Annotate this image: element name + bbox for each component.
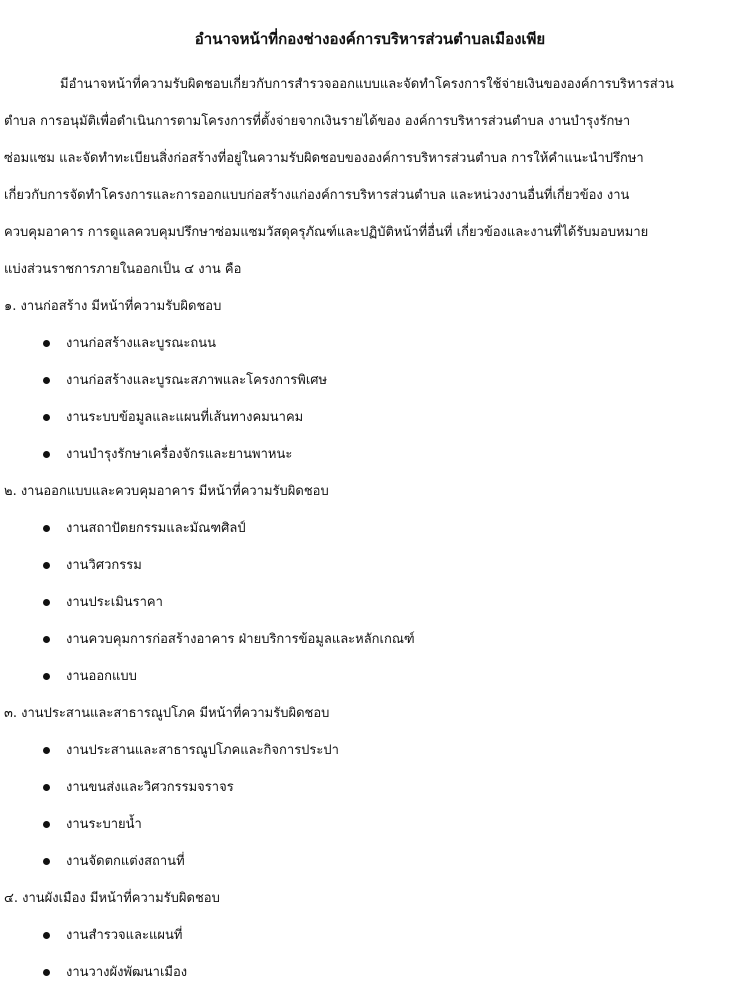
section-heading: ๑. งานก่อสร้าง มีหน้าที่ความรับผิดชอบ xyxy=(4,299,222,314)
list-item xyxy=(4,769,734,806)
list-item xyxy=(4,399,734,436)
list-item-text: งานก่อสร้างและบูรณะสภาพและโครงการพิเศษ xyxy=(66,373,328,388)
list-item xyxy=(4,732,734,769)
bullet-icon xyxy=(43,821,50,828)
intro-paragraph xyxy=(4,66,734,288)
list-item-text: งานออกแบบ xyxy=(66,669,137,684)
list-item-text: งานบำรุงรักษาเครื่องจักรและยานพาหนะ xyxy=(66,447,293,462)
list-item xyxy=(4,621,734,658)
list-item-text: งานประสานและสาธารณูปโภคและกิจการประปา xyxy=(66,743,339,758)
section-utilities xyxy=(4,695,734,880)
bullet-icon xyxy=(43,858,50,865)
list-item xyxy=(4,584,734,621)
list-item xyxy=(4,547,734,584)
intro-line: ซ่อมแซม และจัดทำทะเบียนสิ่งก่อสร้างที่อยู่ในความรับผิดชอบขององค์การบริหารส่วนตำบล การให้คำแนะนำปรึกษา xyxy=(4,151,644,166)
section-construction xyxy=(4,288,734,473)
list-item-text: งานสำรวจและแผนที่ xyxy=(66,928,183,943)
bullet-icon xyxy=(43,784,50,791)
list-item xyxy=(4,658,734,695)
section-heading: ๓. งานประสานและสาธารณูปโภค มีหน้าที่ความรับผิดชอบ xyxy=(4,706,330,721)
list-item-text: งานวางผังพัฒนาเมือง xyxy=(66,965,188,980)
bullet-icon xyxy=(43,562,50,569)
list-item-text: งานก่อสร้างและบูรณะถนน xyxy=(66,336,217,351)
bullet-icon xyxy=(43,525,50,532)
section-heading: ๔. งานผังเมือง มีหน้าที่ความรับผิดชอบ xyxy=(4,891,220,906)
list-item-text: งานระบายน้ำ xyxy=(66,817,142,832)
bullet-list xyxy=(4,510,734,695)
bullet-icon xyxy=(43,747,50,754)
bullet-list xyxy=(4,917,734,991)
list-item xyxy=(4,917,734,954)
intro-line: ตำบล การอนุมัติเพื่อดำเนินการตามโครงการที่ตั้งจ่ายจากเงินรายได้ของ องค์การบริหารส่วนตำบล งานบำรุงรักษา xyxy=(4,114,631,129)
section-city-planning xyxy=(4,880,734,991)
list-item-text: งานควบคุมการก่อสร้างอาคาร ฝ่ายบริการข้อมูลและหลักเกณฑ์ xyxy=(66,632,415,647)
list-item-text: งานวิศวกรรม xyxy=(66,558,142,573)
intro-line: ควบคุมอาคาร การดูแลควบคุมปรึกษาซ่อมแซมวัสดุครุภัณฑ์และปฏิบัติหน้าที่อื่นที่ เกี่ยวข้องและงานที่ได้รับมอบหมาย xyxy=(4,225,649,240)
intro-line: เกี่ยวกับการจัดทำโครงการและการออกแบบก่อสร้างแก่องค์การบริหารส่วนตำบล และหน่วงงานอื่นที่เกี่ยวข้อง งาน xyxy=(4,188,630,203)
bullet-icon xyxy=(43,414,50,421)
bullet-icon xyxy=(43,451,50,458)
list-item xyxy=(4,436,734,473)
list-item-text: งานขนส่งและวิศวกรรมจราจร xyxy=(66,780,234,795)
bullet-list xyxy=(4,732,734,880)
sections xyxy=(4,288,734,991)
bullet-list xyxy=(4,325,734,473)
intro-line: แบ่งส่วนราชการภายในออกเป็น ๔ งาน คือ xyxy=(4,262,242,277)
bullet-icon xyxy=(43,636,50,643)
bullet-icon xyxy=(43,932,50,939)
list-item xyxy=(4,325,734,362)
list-item-text: งานประเมินราคา xyxy=(66,595,163,610)
bullet-icon xyxy=(43,340,50,347)
list-item xyxy=(4,954,734,991)
list-item xyxy=(4,843,734,880)
list-item xyxy=(4,362,734,399)
page-title: อำนาจหน้าที่กองช่างองค์การบริหารส่วนตำบลเมืองเพีย xyxy=(194,30,546,48)
intro-line: มีอำนาจหน้าที่ความรับผิดชอบเกี่ยวกับการสำรวจออกแบบและจัดทำโครงการใช้จ่ายเงินขององค์การบริหารส่วน xyxy=(60,77,674,92)
list-item-text: งานระบบข้อมูลและแผนที่เส้นทางคมนาคม xyxy=(66,410,304,425)
list-item-text: งานจัดตกแต่งสถานที่ xyxy=(66,854,185,869)
bullet-icon xyxy=(43,377,50,384)
list-item xyxy=(4,806,734,843)
section-design-control xyxy=(4,473,734,695)
list-item-text: งานสถาปัตยกรรมและมัณฑศิลป์ xyxy=(66,521,246,536)
bullet-icon xyxy=(43,673,50,680)
bullet-icon xyxy=(43,969,50,976)
section-heading: ๒. งานออกแบบและควบคุมอาคาร มีหน้าที่ความรับผิดชอบ xyxy=(4,484,329,499)
bullet-icon xyxy=(43,599,50,606)
list-item xyxy=(4,510,734,547)
